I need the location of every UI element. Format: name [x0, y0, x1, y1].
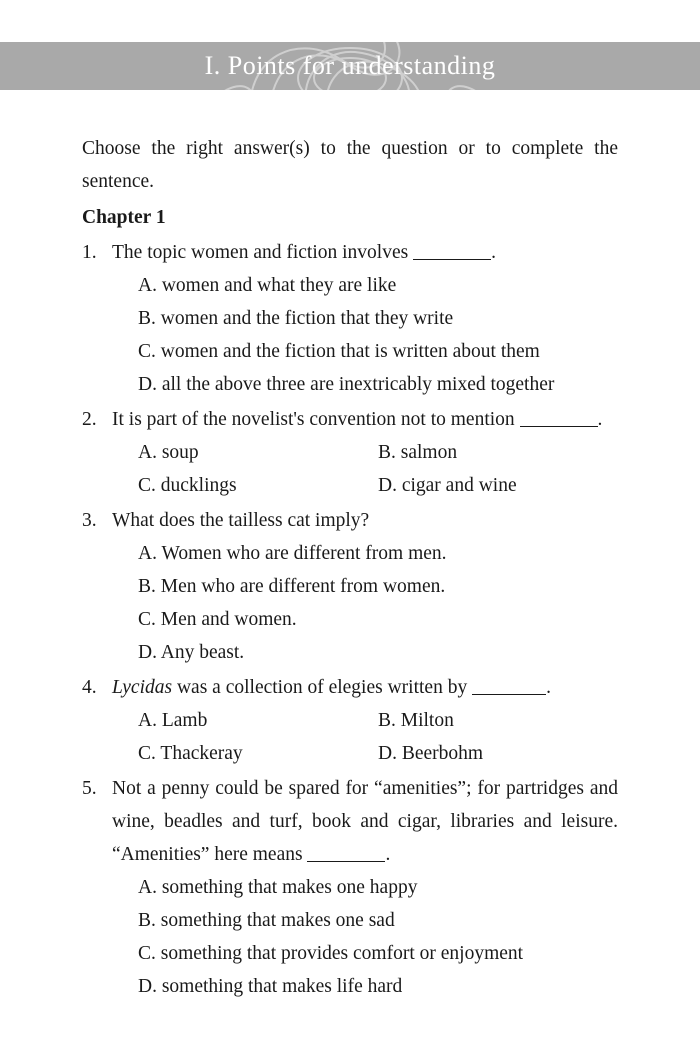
question-stem — [112, 403, 618, 436]
option-c[interactable]: C. Men and women. — [138, 609, 297, 630]
question-number: 5. — [82, 778, 97, 799]
answer-blank[interactable] — [520, 412, 598, 427]
question-stem-tail: . — [546, 677, 551, 698]
question-item — [82, 504, 618, 669]
option-b[interactable]: B. women and the fiction that they write — [138, 308, 454, 329]
option-d[interactable]: D. Beerbohm — [378, 743, 484, 764]
option-b[interactable]: B. Men who are different from women. — [138, 576, 446, 597]
option-b[interactable]: B. something that makes one sad — [138, 910, 395, 931]
question-body — [112, 504, 618, 669]
question-stem-text: The topic women and fiction involves — [112, 242, 414, 263]
section-header-band — [0, 42, 700, 90]
option-a[interactable]: A. something that makes one happy — [138, 877, 418, 898]
option-a[interactable]: A. Women who are different from men. — [138, 543, 447, 564]
option-d[interactable]: D. all the above three are inextricably mixed together — [138, 374, 555, 395]
instruction-text: Choose the right answer(s) to the question or to complete the sentence. — [82, 138, 618, 192]
chapter-heading: Chapter 1 — [82, 207, 166, 228]
exercise-content — [82, 132, 618, 1003]
question-body — [112, 403, 618, 502]
option-c[interactable]: C. something that provides comfort or enjoyment — [138, 943, 524, 964]
question-stem-title: Lycidas — [112, 677, 173, 698]
question-number: 4. — [82, 677, 97, 698]
question-stem — [112, 772, 618, 871]
option-list — [138, 871, 618, 1003]
question-stem: What does the tailless cat imply? — [112, 510, 370, 531]
option-a[interactable]: A. Lamb — [138, 710, 208, 731]
page-title: I. Points for understanding — [204, 51, 496, 80]
option-row — [138, 704, 618, 737]
option-b[interactable]: B. Milton — [378, 710, 454, 731]
question-number: 2. — [82, 409, 97, 430]
answer-blank[interactable] — [413, 245, 491, 260]
option-c[interactable]: C. ducklings — [138, 475, 237, 496]
option-row — [138, 737, 618, 770]
option-b[interactable]: B. salmon — [378, 442, 458, 463]
question-stem — [112, 236, 618, 269]
question-stem — [112, 671, 618, 704]
question-stem-text: Not a penny could be spared for “amenities”; for partridges and wine, beadles and turf, book and cigar, libraries and leisure. “Amenities” here means — [112, 778, 618, 865]
option-a[interactable]: A. women and what they are like — [138, 275, 397, 296]
option-c[interactable]: C. women and the fiction that is written about them — [138, 341, 540, 362]
question-item — [82, 671, 618, 770]
question-item — [82, 236, 618, 401]
option-d[interactable]: D. Any beast. — [138, 642, 245, 663]
option-row — [138, 469, 618, 502]
option-c[interactable]: C. Thackeray — [138, 743, 243, 764]
answer-blank[interactable] — [472, 680, 546, 695]
question-stem-tail: . — [597, 409, 603, 430]
option-d[interactable]: D. something that makes life hard — [138, 976, 403, 997]
question-stem-text: was a collection of elegies written by — [172, 677, 473, 698]
question-body — [112, 236, 618, 401]
option-d[interactable]: D. cigar and wine — [378, 475, 517, 496]
question-number: 3. — [82, 510, 97, 531]
option-list — [138, 704, 618, 770]
option-list — [138, 537, 618, 669]
answer-blank[interactable] — [307, 847, 385, 862]
question-item — [82, 772, 618, 1003]
question-stem-tail: . — [491, 242, 496, 263]
question-stem-text: It is part of the novelist's convention not to mention — [112, 409, 520, 430]
question-body — [112, 772, 618, 1003]
question-stem-tail: . — [385, 844, 391, 865]
option-a[interactable]: A. soup — [138, 442, 199, 463]
question-body — [112, 671, 618, 770]
option-row — [138, 436, 618, 469]
option-list — [138, 269, 618, 401]
option-list — [138, 436, 618, 502]
question-item — [82, 403, 618, 502]
question-number: 1. — [82, 242, 97, 263]
